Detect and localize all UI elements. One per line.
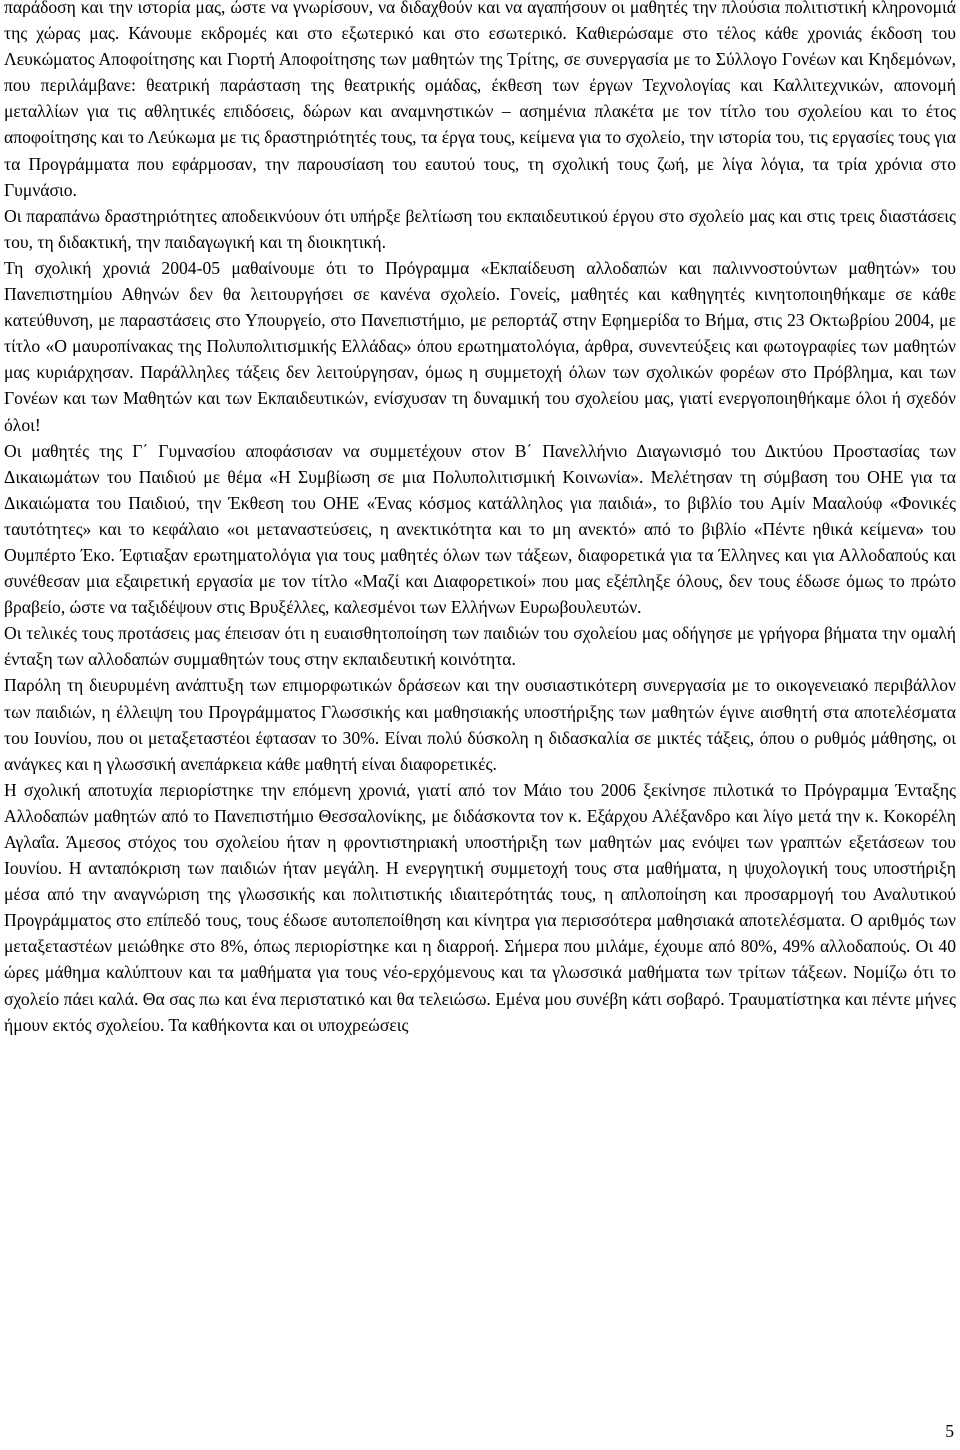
paragraph-improvement-summary: Οι παραπάνω δραστηριότητες αποδεικνύουν ότι υπήρξε βελτίωση του εκπαιδευτικού έργου στο σχολείο μας και στις τρεις διαστάσεις του, τη διδακτική, την παιδαγωγική και τη διοικητική. [4,205,956,252]
paragraph-conclusions: Οι τελικές τους προτάσεις μας έπεισαν ότι η ευαισθητοποίηση των παιδιών του σχολείου μας οδήγησε με γρήγορα βήματα την ομαλή ένταξη των αλλοδαπών συμμαθητών τους στην εκπαιδευτική κοινότητα. [4,623,956,670]
paragraph-continuation: παράδοση και την ιστορία μας, ώστε να γνωρίσουν, να διδαχθούν και να αγαπήσουν οι μαθητές την πλούσια πολιτιστική κληρονομιά της χώρας μας. Κάνουμε εκδρομές και στο εξωτερικό και στο εσωτερικό. Καθιερώσαμε στο τέλος κάθε χρονιάς έκδοση του Λευκώματος Αποφοίτησης και Γιορτή Αποφοίτησης των μαθητών της Τρίτης, σε συνεργασία με το Σύλλογο Γονέων και Κηδεμόνων, που περιλάμβανε: θεατρική παράσταση της θεατρικής ομάδας, έκθεση των έργων Τεχνολογίας και Καλλιτεχνικών, απονομή μεταλλίων για τις αθλητικές επιδόσεις, δώρων και αναμνηστικών – ασημένια πλακέτα με τον τίτλο του σχολείου και το έτος αποφοίτησης και το Λεύκωμα με τις δραστηριότητές τους, τα έργα τους, κείμενα για το σχολείο, την ιστορία του, τις εργασίες τους για τα Προγράμματα που εφάρμοσαν, την παρουσίαση του εαυτού τους, τη σχολική τους ζωή, με λίγα λόγια, τα τρία χρόνια στο Γυμνάσιο. [4,0,956,200]
document-body [4,0,956,1038]
paragraph-competition: Οι μαθητές της Γ΄ Γυμνασίου αποφάσισαν να συμμετέχουν στον Β΄ Πανελλήνιο Διαγωνισμό του Δικτύου Προστασίας των Δικαιωμάτων του Παιδιού με θέμα «Η Συμβίωση σε μια Πολυπολιτισμική Κοινωνία». Μελέτησαν τη σύμβαση του ΟΗΕ για τα Δικαιώματα του Παιδιού, την Έκθεση του ΟΗΕ «Ένας κόσμος κατάλληλος για παιδιά», το βιβλίο του Αμίν Μααλούφ «Φονικές ταυτότητες» και το κεφάλαιο «οι μεταναστεύσεις, η ανεκτικότητα και το μη ανεκτό» από το βιβλίο «Πέντε ηθικά κείμενα» του Ουμπέρτο Έκο. Έφτιαξαν ερωτηματολόγια για τους μαθητές όλων των τάξεων, διαφορετικά για τα Έλληνες και για Αλλοδαπούς και συνέθεσαν μια εξαιρετική εργασία με τον τίτλο «Μαζί και Διαφορετικοί» που μας εξέπληξε όλους, δεν τους έδωσε όμως το πρώτο βραβείο, ώστε να ταξιδέψουν στις Βρυξέλλες, καλεσμένοι των Ελλήνων Ευρωβουλευτών. [4,440,956,618]
paragraph-language-support: Παρόλη τη διευρυμένη ανάπτυξη των επιμορφωτικών δράσεων και την ουσιαστικότερη συνεργασία με το οικογενειακό περιβάλλον των παιδιών, η έλλειψη του Προγράμματος Γλωσσικής και μαθησιακής υποστήριξης των μαθητών έγινε αισθητή στα αποτελέσματα του Ιουνίου, που οι μεταξεταστέοι έφτασαν το 30%. Είναι πολύ δύσκολη η διδασκαλία σε μικτές τάξεις, όπου ο ρυθμός μάθησης, οι ανάγκες και η γλωσσική ανεπάρκεια κάθε μαθητή είναι διαφορετικές. [4,675,956,774]
paragraph-integration-program: Η σχολική αποτυχία περιορίστηκε την επόμενη χρονιά, γιατί από τον Μάιο του 2006 ξεκίνησε πιλοτικά το Πρόγραμμα Ένταξης Αλλοδαπών μαθητών από το Πανεπιστήμιο Θεσσαλονίκης, με διδάσκοντα τον κ. Εξάρχου Αλέξανδρο και λίγο μετά την κ. Κοκορέλη Αγλαΐα. Άμεσος στόχος του σχολείου ήταν η φροντιστηριακή υποστήριξη των μαθητών μας ενόψει των γραπτών εξετάσεων του Ιουνίου. Η ανταπόκριση των παιδιών ήταν μεγάλη. Η ενεργητική συμμετοχή τους στα μαθήματα, η ψυχολογική τους υποστήριξη μέσα από την αναγνώριση της γλωσσικής και πολιτιστικής ιδιαιτερότητάς τους, η απλοποίηση και προσαρμογή του Αναλυτικού Προγράμματος στο επίπεδό τους, τους έδωσε αυτοπεποίθηση και κίνητρα για περισσότερα μαθησιακά αποτελέσματα. Ο αριθμός των μεταξεταστέων μειώθηκε στο 8%, όπως περιορίστηκε και η διαρροή. Σήμερα που μιλάμε, έχουμε από 80%, 49% αλλοδαπούς. Οι 40 ώρες μάθημα καλύπτουν και τα μαθήματα για τους νέο-ερχόμενους και τα γλωσσικά μαθήματα των τρίτων τάξεων. Νομίζω ότι το σχολείο πάει καλά. Θα σας πω και ένα περιστατικό και θα τελειώσω. Εμένα μου συνέβη κάτι σοβαρό. Τραυματίστηκα και πέντε μήνες ήμουν εκτός σχολείου. Τα καθήκοντα και οι υποχρεώσεις [4,779,956,1035]
page-number: 5 [945,1421,954,1441]
paragraph-program-2004: Τη σχολική χρονιά 2004-05 μαθαίνουμε ότι το Πρόγραμμα «Εκπαίδευση αλλοδαπών και παλιννοστούντων μαθητών» του Πανεπιστημίου Αθηνών δεν θα λειτουργήσει σε κανένα σχολείο. Γονείς, μαθητές και καθηγητές κινητοποιηθήκαμε σε κάθε κατεύθυνση, με παραστάσεις στο Υπουργείο, στο Πανεπιστήμιο, με ρεπορτάζ στην Εφημερίδα το Βήμα, στις 23 Οκτωβρίου 2004, με τίτλο «Ο μαυροπίνακας της Πολυπολιτισμικής Ελλάδας» όπου ερωτηματολόγια, άρθρα, συνεντεύξεις και φωτογραφίες των μαθητών μας κυριάρχησαν. Παράλληλες τάξεις δεν λειτούργησαν, όμως η συμμετοχή όλων των σχολικών φορέων στο Πρόβλημα, και των Γονέων και των Μαθητών και των Εκπαιδευτικών, ενίσχυσαν τη δυναμική του σχολείου μας, γιατί ενεργοποιηθήκαμε όλοι ή σχεδόν όλοι! [4,257,956,435]
